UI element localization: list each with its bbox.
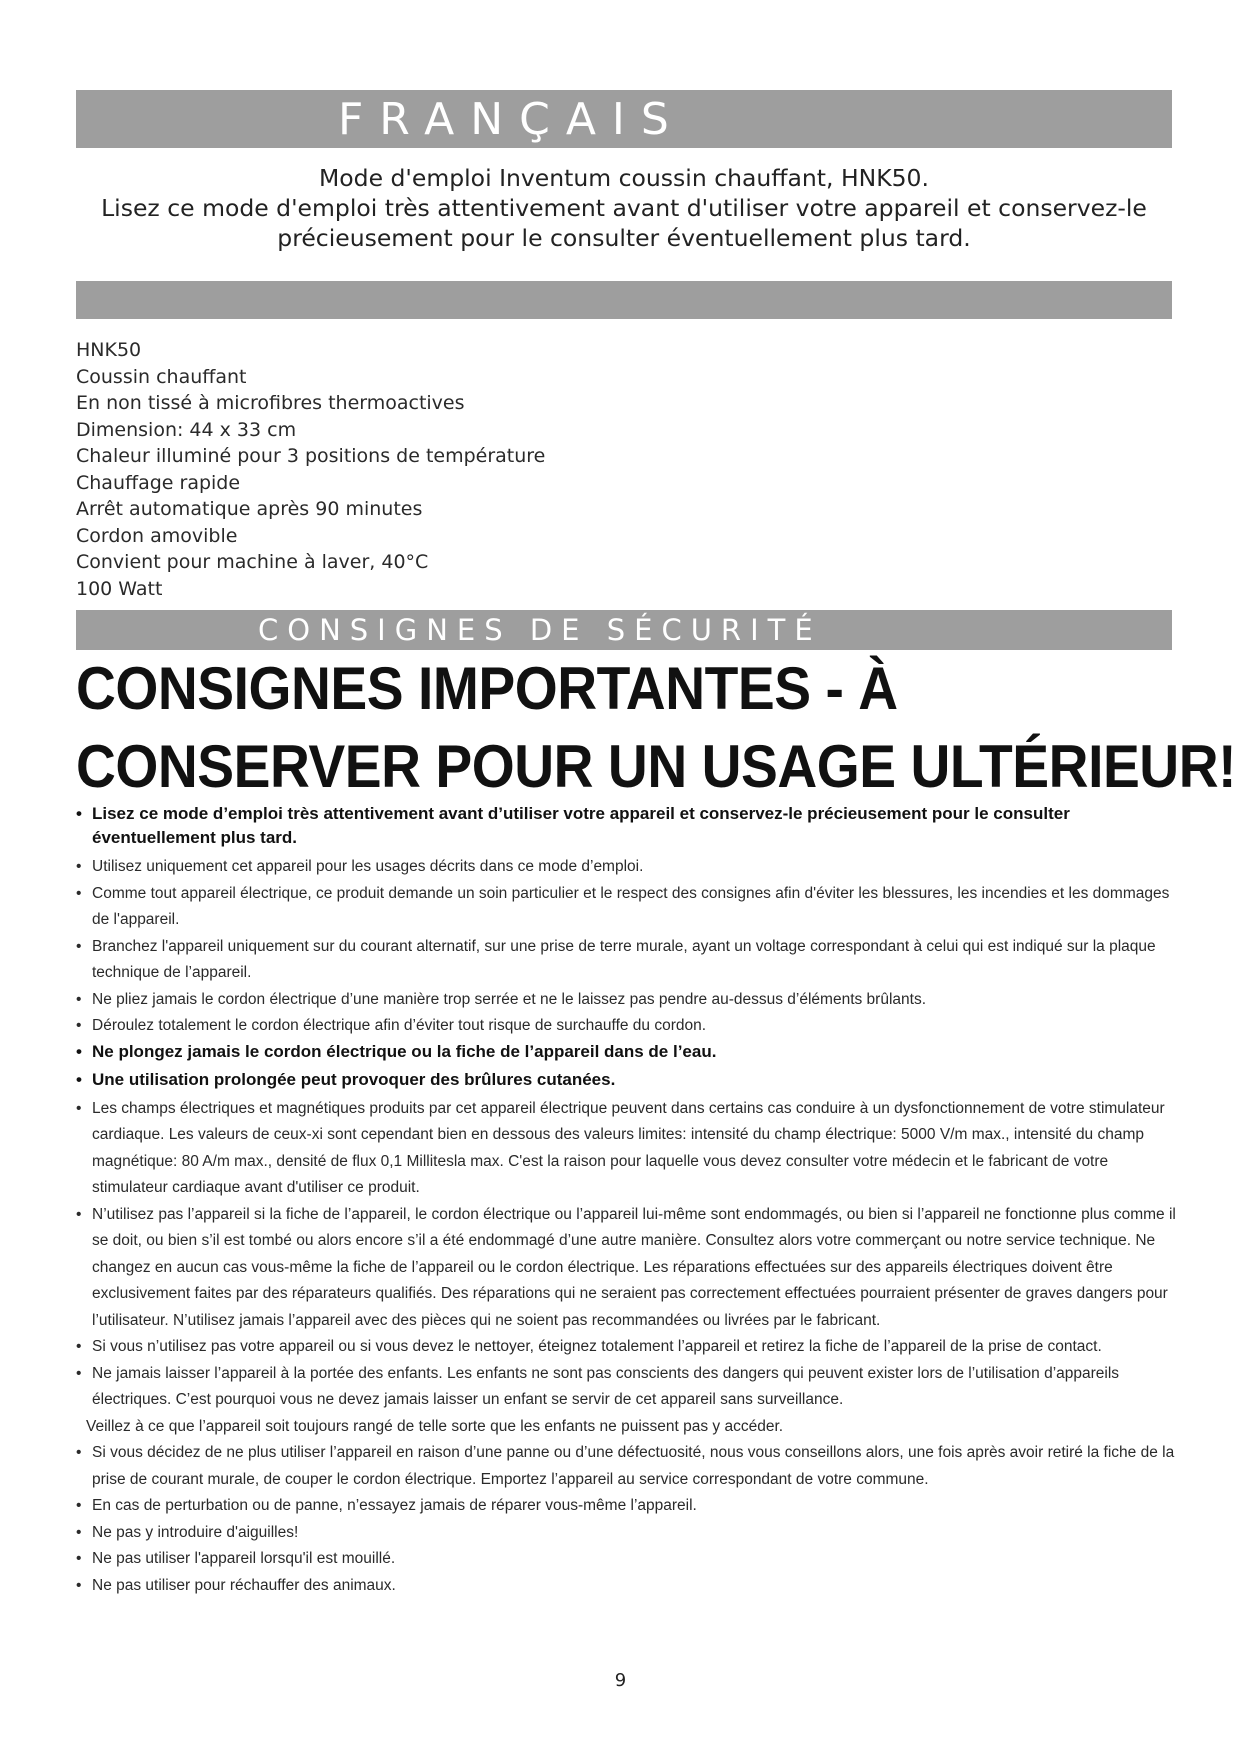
rule-text: Utilisez uniquement cet appareil pour les usages décrits dans ce mode d’emploi. <box>92 858 644 875</box>
rule-text: Les champs électriques et magnétiques produits par cet appareil électrique peuvent dans certains cas conduire à un dysfonctionnement de votre stimulateur cardiaque. Les valeurs de ceux-xi sont cependant bien en dessous des valeurs limites: intensité du champ électrique: 5000 V/m max., intensité du champ magnétique: 80 A/m max., densité de flux 0,1 Millitesla max. C'est la raison pour laquelle vous devez consulter votre médecin et le fabricant de votre stimulateur cardiaque avant d'utiliser ce produit. <box>92 1099 1165 1196</box>
rule-text: Déroulez totalement le cordon électrique afin d’éviter tout risque de surchauffe du cordon. <box>92 1017 707 1034</box>
bullet-icon: • <box>76 990 82 1008</box>
bullet-icon: • <box>76 1017 82 1034</box>
bullet-icon: • <box>76 937 82 955</box>
bullet-icon: • <box>76 1041 82 1061</box>
rule-text: Ne pas utiliser pour réchauffer des animaux. <box>92 1576 396 1594</box>
list-item <box>76 1068 1176 1092</box>
list-item <box>76 802 1176 850</box>
rule-text: Si vous décidez de ne plus utiliser l’appareil en raison d’une panne ou d’une défectuosité, nous vous conseillons alors, une fois après avoir retiré la fiche de la prise de courant murale, de couper le cordon électrique. Emportez l’appareil au service correspondant de votre commune. <box>92 1444 1175 1488</box>
rule-text: N’utilisez pas l’appareil si la fiche de l’appareil, le cordon électrique ou l’appareil lui-même sont endommagés, ou bien si l’appareil ne fonctionne plus comme il se doit, ou bien s’il est tombé ou alors encore s’il a été endommagé d’une autre manière. Consultez alors votre commerçant ou notre service technique. Ne changez en aucun cas vous-même la fiche de l’appareil ou le cordon électrique. Les réparations effectuées sur des appareils électriques doivent être exclusivement faites par des réparateurs qualifiés. Des réparations qui ne seraient pas correctement effectuées pourraient présenter de graves dangers pour l’utilisateur. N’utilisez jamais l’appareil avec des pièces qui ne soient pas recommandées ou livrées par le fabricant. <box>92 1205 1176 1329</box>
page-number: 9 <box>614 1670 627 1691</box>
list-item <box>76 1493 1176 1520</box>
spec-line: Convient pour machine à laver, 40°C <box>76 551 429 573</box>
safety-headline <box>76 650 1237 806</box>
bullet-icon: • <box>76 1364 82 1382</box>
bullet-icon: • <box>76 858 82 875</box>
list-item <box>76 934 1176 987</box>
list-item <box>76 1414 1176 1441</box>
rule-text: Veillez à ce que l’appareil soit toujours rangé de telle sorte que les enfants ne puissent pas y accéder. <box>86 1417 784 1435</box>
list-item <box>76 1573 1176 1600</box>
spec-line: Dimension: 44 x 33 cm <box>76 418 297 441</box>
safety-section-title: CONSIGNES DE SÉCURITÉ <box>258 613 822 647</box>
bullet-icon: • <box>76 1205 82 1223</box>
bullet-icon: • <box>76 1444 82 1461</box>
list-item <box>76 1361 1176 1414</box>
spec-line: Cordon amovible <box>76 524 238 547</box>
spec-line: Chauffage rapide <box>76 471 241 494</box>
bullet-icon: • <box>76 1550 82 1567</box>
intro-line-3: précieusement pour le consulter éventuellement plus tard. <box>277 224 971 252</box>
bullet-icon: • <box>76 804 82 823</box>
list-item <box>76 1202 1176 1335</box>
rule-text: Ne pas utiliser l'appareil lorsqu'il est mouillé. <box>92 1550 396 1567</box>
bullet-icon: • <box>76 1497 82 1514</box>
rule-text: Lisez ce mode d’emploi très attentivement avant d’utiliser votre appareil et conservez-le précieusement pour le consulter éventuellement plus tard. <box>92 804 1070 847</box>
headline-line-1: CONSIGNES IMPORTANTES - À <box>76 655 898 722</box>
language-header-bar <box>76 90 1172 148</box>
headline-line-2: CONSERVER POUR UN USAGE ULTÉRIEUR! <box>76 733 1237 800</box>
list-item <box>76 1520 1176 1547</box>
rule-text: Ne pliez jamais le cordon électrique d’une manière trop serrée et ne le laissez pas pendre au-dessus d’éléments brûlants. <box>92 990 927 1008</box>
intro-block <box>76 163 1172 253</box>
rule-text: Comme tout appareil électrique, ce produit demande un soin particulier et le respect des consignes afin d'éviter les blessures, les incendies et les dommages de l'appareil. <box>92 884 1170 928</box>
rule-text: Si vous n’utilisez pas votre appareil ou si vous devez le nettoyer, éteignez totalement l’appareil et retirez la fiche de l’appareil de la prise de contact. <box>92 1338 1102 1355</box>
list-item <box>76 1546 1176 1573</box>
spec-line: Arrêt automatique après 90 minutes <box>76 498 423 520</box>
rule-text: En cas de perturbation ou de panne, n’essayez jamais de réparer vous-même l’appareil. <box>92 1497 697 1514</box>
rule-text: Branchez l'appareil uniquement sur du courant alternatif, sur une prise de terre murale, ayant un voltage correspondant à celui qui est indiqué sur la plaque technique de l’appareil. <box>92 937 1156 981</box>
product-specs <box>76 337 776 602</box>
list-item <box>76 854 1176 881</box>
rule-text: Ne plongez jamais le cordon électrique ou la fiche de l’appareil dans de l’eau. <box>92 1041 717 1061</box>
list-item <box>76 987 1176 1014</box>
spec-line: HNK50 <box>76 339 142 361</box>
list-item <box>76 1096 1176 1202</box>
section-divider-bar <box>76 281 1172 319</box>
safety-rules-list <box>76 802 1176 1599</box>
rule-text: Ne jamais laisser l’appareil à la portée des enfants. Les enfants ne sont pas conscients des dangers qui peuvent exister lors de l’utilisation d’appareils électriques. C’est pourquoi vous ne devez jamais laisser un enfant se servir de cet appareil sans surveillance. <box>92 1364 1120 1408</box>
intro-line-2: Lisez ce mode d'emploi très attentivement avant d'utiliser votre appareil et conservez-le <box>101 194 1147 222</box>
bullet-icon: • <box>76 1099 82 1117</box>
rule-text: Ne pas y introduire d'aiguilles! <box>92 1523 299 1541</box>
bullet-icon: • <box>76 884 82 902</box>
bullet-icon: • <box>76 1069 82 1089</box>
bullet-icon: • <box>76 1576 82 1594</box>
safety-header-bar <box>76 610 1172 650</box>
bullet-icon: • <box>76 1523 82 1541</box>
spec-line: Chaleur illuminé pour 3 positions de température <box>76 445 546 467</box>
intro-line-1: Mode d'emploi Inventum coussin chauffant, HNK50. <box>319 164 929 192</box>
rule-text: Une utilisation prolongée peut provoquer des brûlures cutanées. <box>92 1069 616 1089</box>
spec-line: En non tissé à microfibres thermoactives <box>76 392 465 414</box>
list-item <box>76 1013 1176 1040</box>
spec-line: 100 Watt <box>76 577 163 600</box>
spec-line: Coussin chauffant <box>76 365 247 388</box>
list-item <box>76 1040 1176 1064</box>
bullet-icon: • <box>76 1338 82 1355</box>
list-item <box>76 881 1176 934</box>
language-title: FRANÇAIS <box>338 94 685 145</box>
list-item <box>76 1334 1176 1361</box>
list-item <box>76 1440 1176 1493</box>
